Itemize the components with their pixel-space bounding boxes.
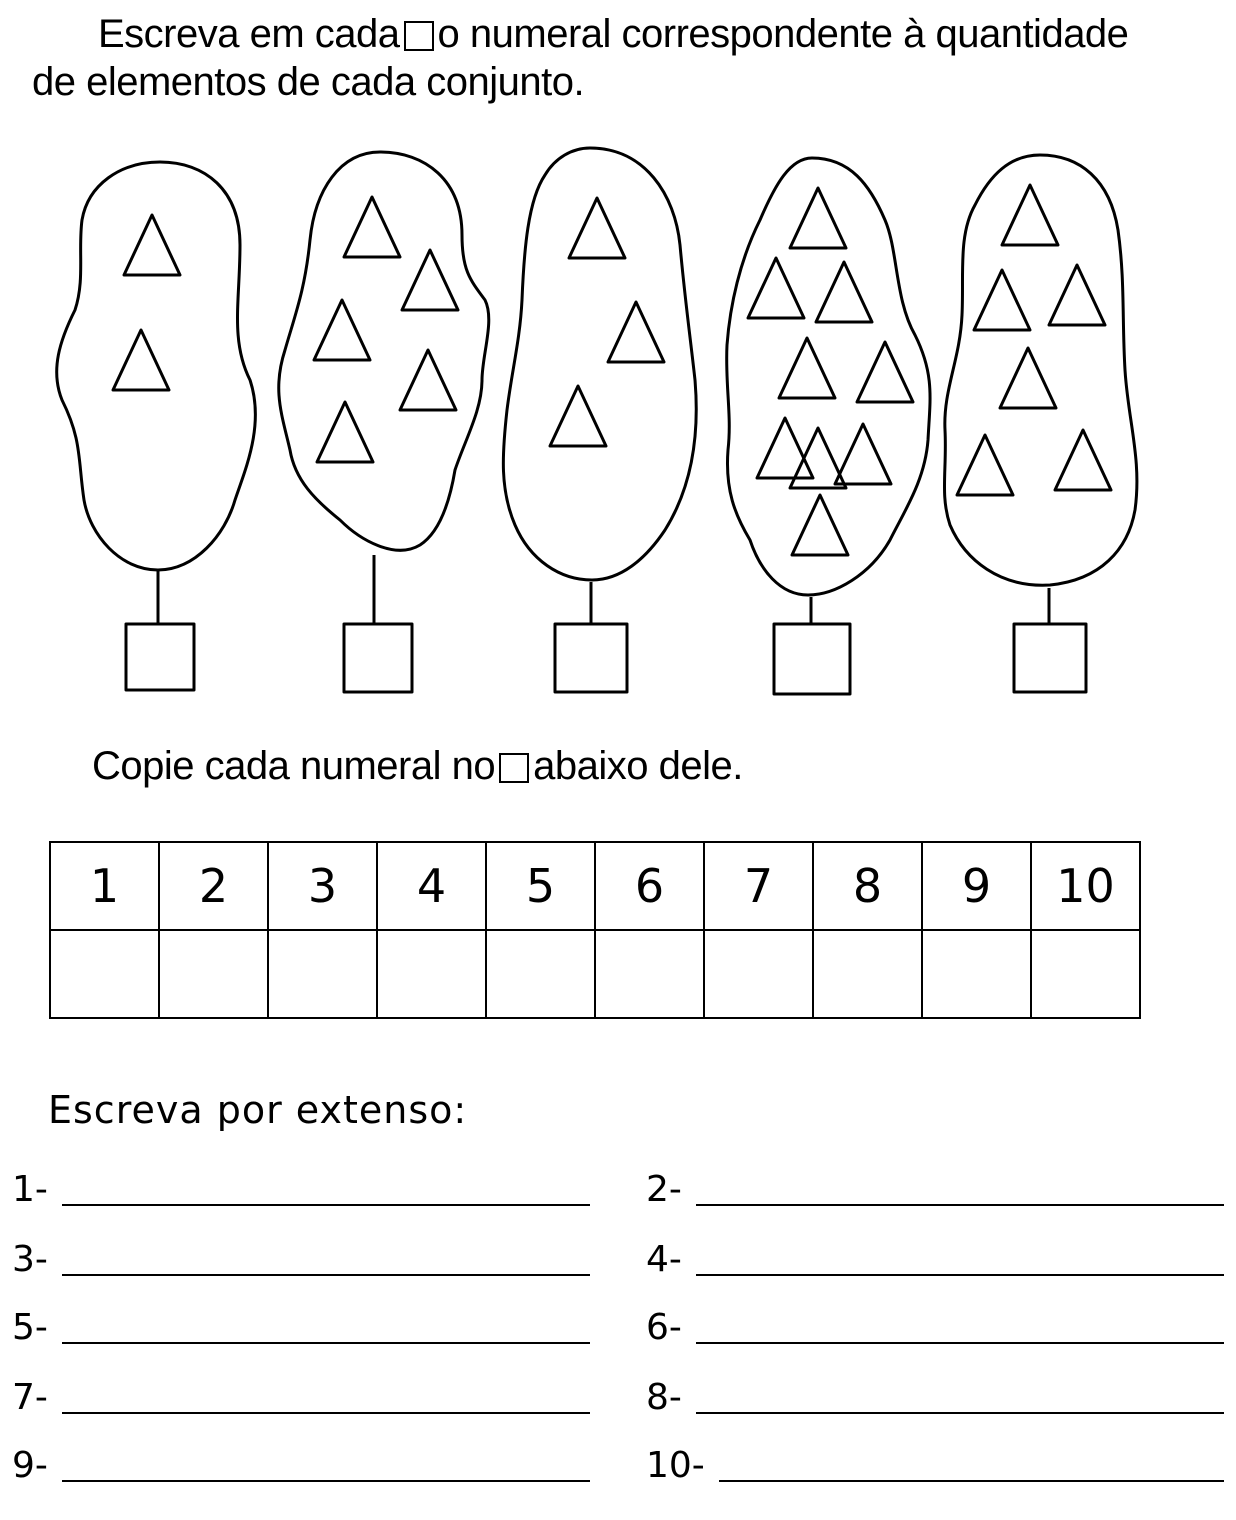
numeral-cell: 5	[486, 842, 595, 930]
triangle-icon	[1049, 265, 1105, 325]
copy-cell[interactable]	[595, 930, 704, 1018]
numeral-cell: 3	[268, 842, 377, 930]
extenso-item	[12, 1162, 590, 1208]
answer-box-icon	[499, 753, 529, 783]
triangle-icon	[835, 424, 891, 484]
writing-line[interactable]	[62, 1412, 590, 1414]
triangle-icon	[608, 302, 664, 362]
extenso-label: 3-	[12, 1239, 48, 1280]
instruction-text: Copie cada numeral no	[92, 744, 496, 788]
copy-cell[interactable]	[704, 930, 813, 1018]
triangle-icon	[569, 198, 625, 258]
instruction-line-1	[98, 10, 1128, 58]
triangle-icon	[317, 402, 373, 462]
writing-line[interactable]	[696, 1342, 1224, 1344]
triangle-icon	[1055, 430, 1111, 490]
numeral-cell: 9	[922, 842, 1031, 930]
triangle-icon	[124, 215, 180, 275]
trees-illustration	[0, 140, 1236, 700]
writing-line[interactable]	[62, 1204, 590, 1206]
triangle-icon	[400, 350, 456, 410]
triangle-icon	[402, 250, 458, 310]
triangle-icon	[779, 338, 835, 398]
triangle-icon	[1000, 348, 1056, 408]
copy-cell[interactable]	[50, 930, 159, 1018]
extenso-item	[12, 1300, 590, 1346]
extenso-title: Escreva por extenso:	[48, 1088, 468, 1132]
writing-line[interactable]	[696, 1274, 1224, 1276]
copy-cell[interactable]	[486, 930, 595, 1018]
writing-line[interactable]	[62, 1274, 590, 1276]
copy-cell[interactable]	[813, 930, 922, 1018]
triangle-icon	[790, 188, 846, 248]
triangle-icon	[314, 300, 370, 360]
writing-line[interactable]	[62, 1480, 590, 1482]
extenso-label: 4-	[646, 1239, 682, 1280]
triangle-icon	[816, 262, 872, 322]
extenso-label: 6-	[646, 1307, 682, 1348]
tree-crown	[944, 155, 1136, 585]
extenso-item	[12, 1438, 590, 1484]
triangle-icon	[550, 386, 606, 446]
triangle-icon	[757, 418, 813, 478]
triangle-icon	[792, 495, 848, 555]
instruction-text: o numeral correspondente à quantidade	[437, 12, 1129, 56]
answer-box	[344, 624, 412, 692]
copy-cell[interactable]	[159, 930, 268, 1018]
copy-cell[interactable]	[922, 930, 1031, 1018]
numeral-cell: 6	[595, 842, 704, 930]
copy-cell[interactable]	[268, 930, 377, 1018]
triangle-icon	[857, 342, 913, 402]
extenso-item	[646, 1232, 1224, 1278]
numeral-cell: 8	[813, 842, 922, 930]
copy-row	[50, 930, 1140, 1018]
triangle-icon	[748, 258, 804, 318]
triangle-icon	[957, 435, 1013, 495]
extenso-label: 2-	[646, 1169, 682, 1210]
triangle-icon	[974, 270, 1030, 330]
answer-box	[1014, 624, 1086, 692]
extenso-item	[646, 1370, 1224, 1416]
extenso-label: 9-	[12, 1445, 48, 1486]
triangle-icon	[344, 197, 400, 257]
extenso-label: 5-	[12, 1307, 48, 1348]
extenso-label: 8-	[646, 1377, 682, 1418]
numeral-cell: 2	[159, 842, 268, 930]
writing-line[interactable]	[62, 1342, 590, 1344]
tree-crown	[503, 148, 696, 580]
extenso-label: 10-	[646, 1445, 705, 1486]
numeral-cell: 10	[1031, 842, 1140, 930]
numeral-table	[49, 841, 1141, 1019]
extenso-label: 7-	[12, 1377, 48, 1418]
answer-box	[126, 624, 194, 690]
numeral-cell: 7	[704, 842, 813, 930]
writing-line[interactable]	[696, 1204, 1224, 1206]
extenso-item	[12, 1232, 590, 1278]
instruction-line-2: de elementos de cada conjunto.	[32, 60, 585, 104]
instruction-copy	[92, 742, 743, 790]
writing-line[interactable]	[696, 1412, 1224, 1414]
answer-box	[555, 624, 627, 692]
triangle-icon	[113, 330, 169, 390]
instruction-text: Escreva em cada	[98, 12, 400, 56]
answer-box-icon	[404, 21, 434, 51]
extenso-item	[646, 1438, 1224, 1484]
writing-line[interactable]	[719, 1480, 1224, 1482]
copy-cell[interactable]	[377, 930, 486, 1018]
instruction-text: abaixo dele.	[533, 744, 743, 788]
extenso-item	[646, 1300, 1224, 1346]
extenso-item	[12, 1370, 590, 1416]
answer-box	[774, 624, 850, 694]
tree-crown	[279, 152, 489, 550]
numeral-cell: 4	[377, 842, 486, 930]
copy-cell[interactable]	[1031, 930, 1140, 1018]
numeral-cell: 1	[50, 842, 159, 930]
triangle-icon	[1002, 185, 1058, 245]
extenso-label: 1-	[12, 1169, 48, 1210]
numeral-row	[50, 842, 1140, 930]
extenso-item	[646, 1162, 1224, 1208]
